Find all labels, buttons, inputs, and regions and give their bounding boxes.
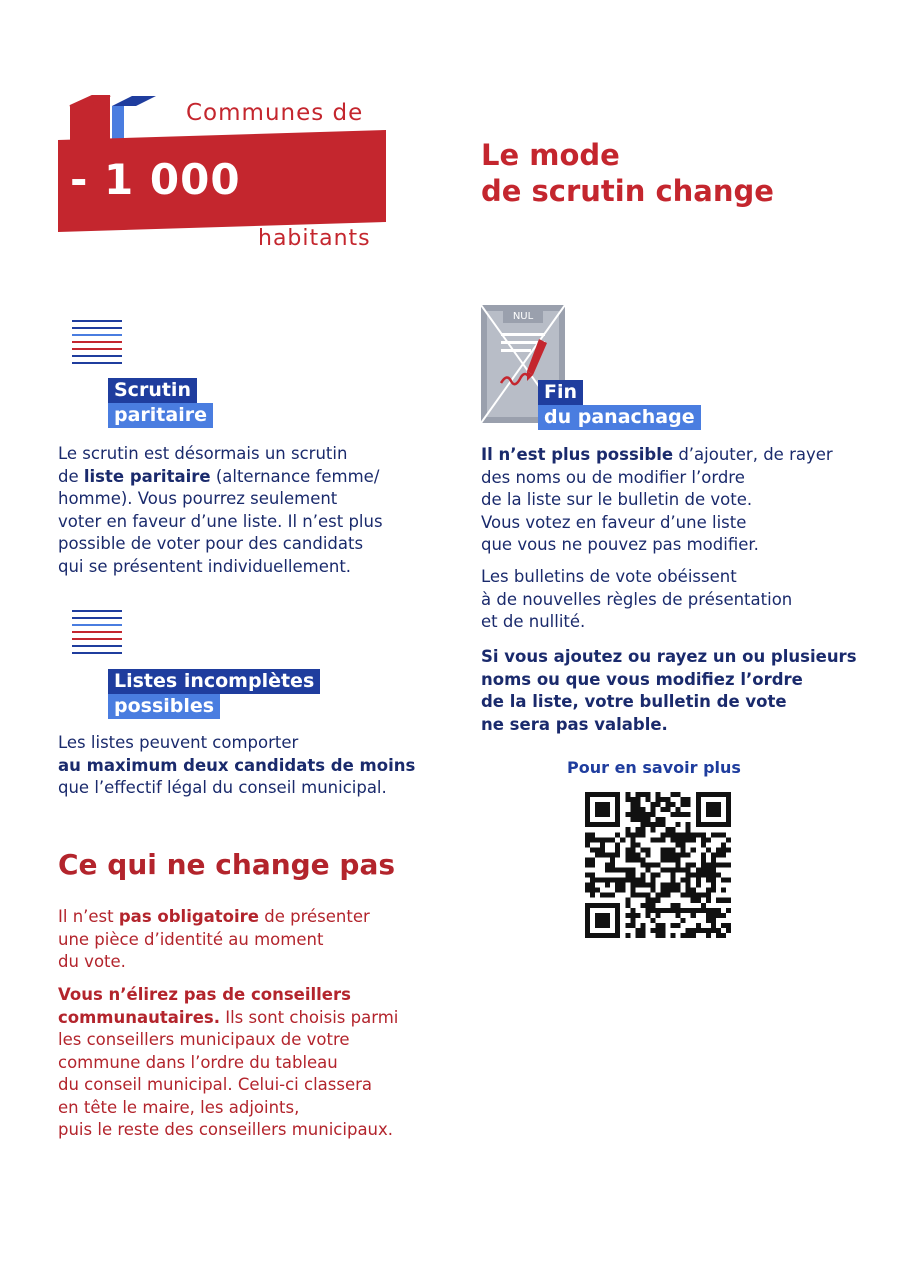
text-bold: communautaires. [58,1007,220,1027]
listes-incompletes-text [58,732,438,800]
more-info-label: Pour en savoir plus [567,758,741,777]
text-line: Vous votez en faveur d’une liste [481,512,747,532]
text-line: puis le reste des conseillers municipaux. [58,1120,394,1139]
text-line [58,755,438,778]
text-line [58,984,438,1007]
population-threshold: - 1 000 [70,155,241,204]
qr-code-icon[interactable] [585,792,731,938]
text-line: possible de voter pour des candidats [58,534,364,553]
text-span: de présenter [259,907,370,926]
scrutin-paritaire-heading [108,378,213,428]
text-line: Le scrutin est désormais un scrutin [58,444,348,463]
text-line: homme). Vous pourrez seulement [58,489,338,508]
heading-line-1: Listes incomplètes [108,669,320,694]
communes-de-label: Communes de [186,100,364,126]
fin-panachage-paragraph-2 [481,566,861,634]
text-line: de la liste, votre bulletin de vote [481,692,787,711]
text-bold: Il n’est plus possible [481,445,674,464]
text-bold: au maximum deux candidats de moins [58,755,416,775]
text-bold: pas obligatoire [118,907,259,926]
flag-lines-icon [72,610,122,654]
text-line: que l’effectif légal du conseil municipal. [58,778,387,797]
text-line: Les listes peuvent comporter [58,733,299,752]
text-span: Ils sont choisis parmi [219,1007,399,1027]
text-line: qui se présentent individuellement. [58,556,352,576]
flag-lines-icon [72,320,122,364]
text-line: du conseil municipal. Celui-ci classera [58,1075,373,1094]
text-line: que vous ne pouvez pas modifier. [481,535,759,554]
text-line [481,444,861,467]
text-bold: Vous n’élirez pas de conseillers [58,985,351,1004]
text-line [58,906,438,929]
scrutin-paritaire-text [58,443,438,578]
ballot-label: NUL [512,311,534,322]
text-line: commune dans l’ordre du tableau [58,1052,338,1072]
text-line: des noms ou de modifier l’ordre [481,467,745,487]
text-line: ne sera pas valable. [481,714,668,734]
text-bold: liste paritaire [83,466,211,486]
fin-du-panachage-heading [538,380,701,430]
text-line: en tête le maire, les adjoints, [58,1097,300,1117]
text-line: du vote. [58,952,126,971]
text-line [58,1007,438,1030]
text-line: voter en faveur d’une liste. Il n’est plus [58,511,383,531]
text-span: Il n’est [58,907,119,926]
text-span: d’ajouter, de rayer [673,445,833,464]
heading-line-1: Scrutin [108,378,197,403]
heading-line-1: Fin [538,380,583,405]
listes-incompletes-heading [108,669,320,719]
text-line: et de nullité. [481,612,586,631]
text-line: Les bulletins de vote obéissent [481,567,737,586]
title-line-1: Le mode [481,138,620,172]
text-span: (alternance femme/ [210,466,380,486]
text-line: Si vous ajoutez ou rayez un ou plusieurs [481,647,857,666]
text-line: de la liste sur le bulletin de vote. [481,490,753,509]
ne-change-pas-paragraph-1 [58,906,438,974]
text-span: de [58,466,84,486]
text-line: une pièce d’identité au moment [58,929,324,949]
page-title [481,137,861,209]
text-line [58,466,438,489]
title-line-2: de scrutin change [481,174,774,208]
heading-line-2: possibles [108,694,220,719]
text-line: à de nouvelles règles de présentation [481,589,793,609]
fin-panachage-warning [481,646,861,736]
heading-line-2: paritaire [108,403,213,428]
text-line: noms ou que vous modifiez l’ordre [481,669,803,689]
habitants-label: habitants [258,226,371,251]
ne-change-pas-paragraph-2 [58,984,438,1142]
fin-panachage-paragraph-1 [481,444,861,557]
heading-line-2: du panachage [538,405,701,430]
ce-qui-ne-change-pas-heading: Ce qui ne change pas [58,848,396,881]
text-line: les conseillers municipaux de votre [58,1030,350,1049]
